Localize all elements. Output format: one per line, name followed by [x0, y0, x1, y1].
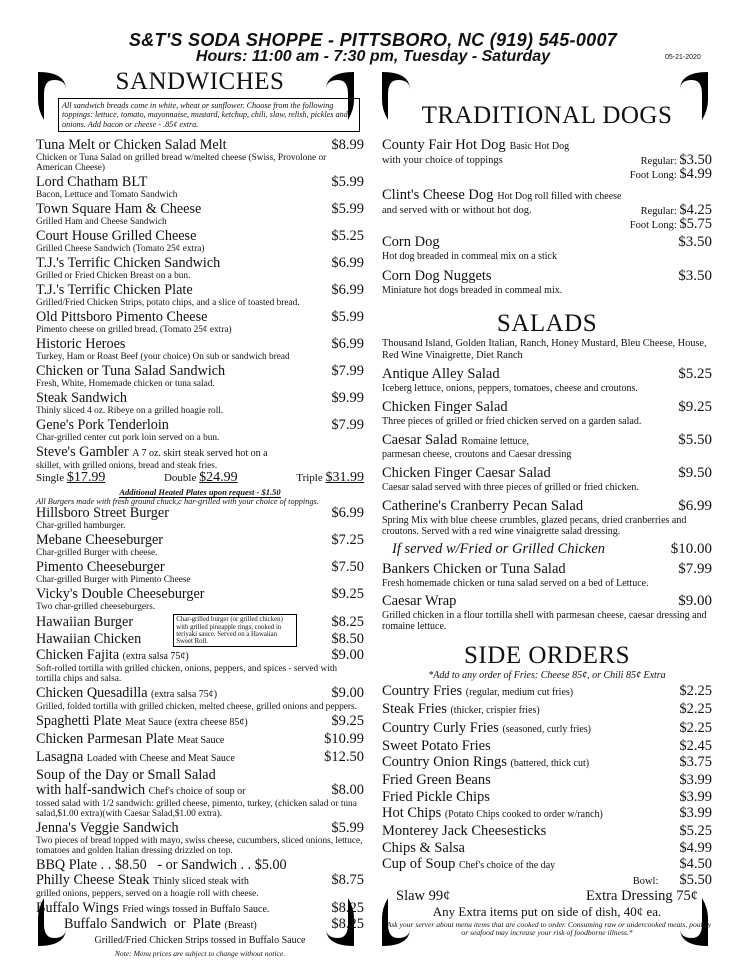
item-name: Catherine's Cranberry Pecan Salad: [382, 498, 584, 514]
burger-list: [36, 506, 364, 612]
item-price: $7.99: [331, 362, 364, 379]
item-note: A 7 oz. skirt steak served hot on a: [132, 447, 268, 459]
item-price: $5.25: [678, 366, 712, 382]
sandwiches-intro: All sandwich breads come in white, wheat or sunflower. Choose from the following toppings: lettuce, tomato, mayonnaise, mustard, ketchup, chili, slaw, relish, pickles and onions. Add bacon or cheese - .85¢ extra.: [58, 98, 360, 132]
menu-item-soup: Soup of the Day or Small Salad with half-sandwich Chef's choice of soup or $8.00 tossed salad with 1/2 sandwich: grilled cheese, pimento, turkey, (chicken salad or tuna salad,$1.00 extra)(with Caesar Salad,$1.00 extra).: [36, 766, 364, 819]
item-name: Spaghetti Plate: [36, 712, 122, 729]
item-price: $7.25: [331, 531, 364, 548]
item-price: $5.25: [679, 823, 712, 840]
item-desc: Caesar salad served with three pieces of grilled or fried chicken.: [382, 482, 639, 493]
item-desc: Fresh, White, Homemade chicken or tuna salad.: [36, 378, 215, 389]
item-desc: Chicken or Tuna Salad on grilled bread w/melted cheese (Swiss, Provolone or American Cheese): [36, 152, 327, 173]
item-price: $10.99: [324, 730, 364, 747]
menu-item: [36, 506, 364, 531]
item-price: $5.25: [331, 227, 364, 244]
menu-item: [382, 464, 712, 493]
price-note: Note: Menu prices are subject to change without notice.: [114, 948, 286, 958]
item-line: [36, 750, 364, 766]
item-price: $5.50: [678, 432, 712, 448]
item-name: Pimento Cheeseburger: [36, 558, 165, 575]
item-price: $8.99: [331, 136, 364, 153]
side-item: [382, 840, 712, 856]
item-line: [36, 391, 364, 406]
item-name: Hawaiian Burger: [36, 613, 134, 630]
triple-price: $31.99: [325, 469, 364, 485]
side-item: [382, 856, 712, 874]
entree-list: [36, 648, 364, 766]
item-price: $7.99: [331, 416, 364, 433]
item-desc: Pimento cheese on grilled bread. (Tomato 25¢ extra): [36, 324, 232, 335]
item-name: Steak Sandwich: [36, 389, 128, 406]
item-desc: Thinly sliced 4 oz. Ribeye on a grilled hoagie roll.: [36, 405, 224, 416]
item-desc: Grilled or Fried Chicken Breast on a bun.: [36, 270, 191, 281]
item-desc: Grilled, folded tortilla with grilled chicken, melted cheese, grilled onions and peppers.: [36, 701, 357, 712]
item-price: $4.99: [679, 839, 712, 856]
menu-item: [36, 732, 364, 748]
item-desc: Grilled Cheese Sandwich (Tomato 25¢ extra): [36, 243, 205, 254]
item-line: [36, 732, 364, 748]
item-price: $6.99: [678, 498, 712, 514]
menu-item-wrap: Caesar Wrap $9.00 Grilled chicken in a flour tortilla shell with parmesan cheese, caesar dressing and romaine lettuce.: [382, 593, 712, 632]
item-line: [382, 497, 712, 515]
item-price: $5.99: [331, 200, 364, 217]
item-desc: Char-grilled hamburger.: [36, 520, 126, 531]
menu-item: [36, 418, 364, 443]
item-desc: Char-grilled Burger with Pimento Cheese: [36, 574, 191, 585]
item-desc: parmesan cheese, croutons and Caesar dressing: [382, 449, 572, 460]
item-name: Antique Alley Salad: [382, 366, 500, 382]
item-name: Chicken Fajita: [36, 646, 120, 663]
single-label: Single: [36, 471, 65, 484]
item-line: [36, 337, 364, 352]
item-desc: Three pieces of grilled or fried chicken served on a garden salad.: [382, 416, 642, 427]
item-note: (extra salsa 75¢): [122, 650, 189, 662]
item-line: [36, 364, 364, 379]
item-price: $3.99: [679, 772, 712, 789]
item-name: Country Curly Fries: [382, 719, 499, 736]
item-name: Gene's Pork Tenderloin: [36, 416, 169, 433]
double-label: Double: [163, 471, 197, 484]
hawaiian-desc-box: Char-grilled burger (or grilled chicken) with grilled pineapple rings, cooked in teriyaki sauce. Served on a Hawaiian Sweet Roll.: [173, 614, 297, 647]
dogs-title: TRADITIONAL DOGS: [421, 102, 673, 129]
item-name: Chicken or Tuna Salad Sandwich: [36, 362, 226, 379]
item-line: [36, 418, 364, 433]
gambler-prices: [36, 471, 364, 485]
item-line: [382, 431, 712, 449]
menu-item: [36, 229, 364, 254]
item-name: Chicken Finger Caesar Salad: [382, 465, 551, 481]
item-name: Steak Fries: [382, 701, 447, 718]
item-note: Loaded with Cheese and Meat Sauce: [86, 752, 235, 764]
menu-item: [382, 431, 712, 460]
item-name: Chicken Finger Salad: [382, 399, 508, 415]
item-note: (regular, medium cut fries): [465, 687, 574, 698]
menu-item: [36, 202, 364, 227]
item-note: (battered, thick cut): [510, 758, 590, 770]
item-line: [36, 560, 364, 575]
item-price: $9.00: [331, 684, 364, 701]
item-price: $3.99: [679, 788, 712, 805]
item-name: Lasagna: [36, 748, 84, 765]
item-name: Lord Chatham BLT: [36, 173, 148, 190]
plates-note: Additional Heated Plates upon request - $1.50: [119, 486, 281, 497]
side-item: [382, 701, 712, 719]
menu-item: [36, 686, 364, 712]
item-price: $4.50: [679, 855, 712, 872]
item-note: (extra salsa 75¢): [151, 688, 218, 700]
item-line: [382, 464, 712, 482]
item-line: [36, 256, 364, 271]
item-price: $9.25: [331, 585, 364, 602]
item-price: $6.99: [331, 254, 364, 271]
item-name: Vicky's Double Cheeseburger: [36, 585, 205, 602]
buffalo-desc: Grilled/Fried Chicken Strips tossed in Buffalo Sauce: [94, 934, 306, 946]
menu-date: 05-21-2020: [665, 54, 701, 61]
menu-item-wings: Buffalo Wings Fried wings tossed in Buffalo Sauce. $8.25: [36, 899, 364, 916]
menu-item: [36, 310, 364, 335]
sides-title: SIDE ORDERS: [464, 642, 630, 669]
menu-item: [36, 256, 364, 281]
item-line: [36, 587, 364, 602]
item-line: [36, 175, 364, 190]
item-line: [36, 506, 364, 521]
item-name: Steve's Gambler: [36, 443, 129, 460]
item-name: T.J.'s Terrific Chicken Plate: [36, 281, 193, 298]
salads-title: SALADS: [496, 310, 598, 337]
menu-item: [36, 283, 364, 308]
item-note: (seasoned, curly fries): [502, 723, 592, 735]
item-note: Meat Sauce (extra cheese 85¢): [125, 716, 248, 728]
item-price: $9.25: [331, 712, 364, 729]
side-item: [382, 720, 712, 738]
item-price: $9.50: [678, 465, 712, 481]
item-name: Old Pittsboro Pimento Cheese: [36, 308, 208, 325]
sandwich-list: [36, 138, 364, 443]
item-desc: skillet, with grilled onions, bread and steak fries.: [36, 460, 218, 471]
shop-hours: Hours: 11:00 am - 7:30 pm, Tuesday - Saturday: [195, 48, 551, 65]
sandwiches-column: [36, 68, 364, 958]
sandwiches-title: SANDWICHES: [115, 68, 285, 95]
item-price: $8.25: [331, 613, 364, 630]
double-price: $24.99: [199, 469, 238, 485]
dressings-list: Thousand Island, Golden Italian, Ranch, Honey Mustard, Bleu Cheese, House, Red Wine Vinaigrette, Diet Ranch: [382, 338, 707, 361]
item-line: [36, 686, 364, 702]
item-name: Country Fries: [382, 683, 463, 699]
item-desc: Bacon, Lettuce and Tomato Sandwich: [36, 189, 178, 200]
side-item: [382, 823, 712, 839]
item-price: $2.25: [679, 701, 712, 718]
item-line: [36, 283, 364, 298]
bbq-line: BBQ Plate . . $8.50 - or Sandwich . . $5.00: [36, 856, 287, 873]
menu-item: [36, 391, 364, 416]
item-desc: Char-grilled Burger with cheese.: [36, 547, 158, 558]
item-desc: Turkey, Ham or Roast Beef (your choice) On sub or sandwich bread: [36, 351, 290, 362]
item-note: (Potato Chips cooked to order w/ranch): [444, 809, 603, 821]
item-note: Chef's choice of the day: [458, 859, 556, 871]
item-price: $2.25: [679, 683, 712, 699]
item-desc: Grilled Ham and Cheese Sandwich: [36, 216, 167, 227]
item-name: Historic Heroes: [36, 335, 126, 352]
item-price: $12.50: [324, 748, 364, 765]
menu-item: [36, 364, 364, 389]
item-name: Chicken Quesadilla: [36, 684, 148, 701]
sides-list: [382, 683, 712, 874]
triple-label: Triple: [296, 471, 323, 484]
side-item: [382, 789, 712, 805]
menu-item: [36, 750, 364, 766]
item-price: $6.99: [331, 281, 364, 298]
item-price: $2.25: [679, 719, 712, 736]
burger-note: All Burgers made with fresh ground chuck,c har-grilled with your choice of toppings.: [36, 496, 319, 506]
item-desc: Spring Mix with blue cheese crumbles, glazed pecans, dried cranberries and croutons. Served with a red wine vinaigrette salad dressing.: [382, 515, 687, 537]
side-item: [382, 683, 712, 701]
item-name: Town Square Ham & Cheese: [36, 200, 202, 217]
item-name: Fried Pickle Chips: [382, 788, 490, 805]
served-with-chicken: If served w/Fried or Grilled Chicken $10.00: [392, 541, 712, 557]
item-desc: Soft-rolled tortilla with grilled chicken, onions, peppers, and spices - served with tortilla chips and salsa.: [36, 663, 338, 684]
item-price: $9.00: [331, 646, 364, 663]
item-name: Caesar Salad: [382, 432, 458, 448]
item-name: Court House Grilled Cheese: [36, 227, 197, 244]
item-name: Tuna Melt or Chicken Salad Melt: [36, 136, 227, 153]
menu-item-buffalo: Buffalo Sandwich or Plate (Breast) $8.25: [64, 915, 364, 932]
item-note: Meat Sauce: [177, 734, 225, 746]
side-item: [382, 805, 712, 823]
item-line: [382, 398, 712, 416]
menu-item-bankers: Bankers Chicken or Tuna Salad $7.99 Fresh homemade chicken or tuna salad served on a bed of Lettuce.: [382, 561, 712, 589]
menu-item: [36, 445, 364, 485]
menu-item: [36, 648, 364, 684]
item-name: Cup of Soup: [382, 855, 456, 872]
item-name: Mebane Cheeseburger: [36, 531, 163, 548]
item-price: $6.99: [331, 335, 364, 352]
item-line: [36, 714, 364, 730]
item-name: Hawaiian Chicken: [36, 630, 142, 647]
menu-item: [36, 175, 364, 200]
item-desc: Iceberg lettuce, onions, peppers, tomatoes, cheese and croutons.: [382, 383, 638, 394]
item-note: (thicker, crispier fries): [450, 705, 540, 717]
single-price: $17.99: [66, 469, 106, 485]
menu-item-corndog: Corn Dog $3.50 Hot dog breaded in commeal mix on a stick: [382, 234, 712, 262]
item-name: Chicken Parmesan Plate: [36, 730, 174, 747]
item-line: [36, 229, 364, 244]
item-price: $8.50: [331, 630, 364, 647]
side-item: [382, 754, 712, 772]
item-desc: Grilled/Fried Chicken Strips, potato chips, and a slice of toasted bread.: [36, 297, 300, 308]
item-note: Romaine lettuce,: [461, 436, 530, 447]
item-name: Sweet Potato Fries: [382, 737, 491, 754]
item-line: [36, 202, 364, 217]
item-price: $2.45: [679, 737, 712, 754]
item-name: Hot Chips: [382, 805, 442, 822]
menu-item-philly: Philly Cheese Steak Thinly sliced steak with $8.75 grilled onions, peppers, served on a hoagie roll with cheese.: [36, 871, 364, 899]
menu-item: [382, 497, 712, 537]
menu-item: [36, 560, 364, 585]
item-name: Hillsboro Street Burger: [36, 504, 169, 521]
slaw-dressing-row: Slaw 99¢ Extra Dressing 75¢: [396, 888, 698, 905]
food-warning: *Ask your server about menu items that are cooked to order. Consuming raw or undercooked meats, poultry or seafood may increase your risk of foodborne illness.*: [382, 919, 712, 938]
menu-item: [36, 714, 364, 730]
extra-items-note: Any Extra items put on side of dish, 40¢ ea.: [432, 903, 662, 919]
item-price: $5.99: [331, 308, 364, 325]
right-column: [382, 68, 712, 938]
item-price: $5.99: [331, 173, 364, 190]
menu-item-county-fair: County Fair Hot Dog Basic Hot Dog with your choice of toppings Regular: $3.50 Foot Long: $4.99: [382, 137, 712, 182]
menu-item: [382, 398, 712, 427]
menu-item: [36, 337, 364, 362]
shop-title: S&T'S SODA SHOPPE - PITTSBORO, NC (919) 545-0007: [128, 30, 618, 50]
side-item: [382, 772, 712, 788]
item-line: [36, 533, 364, 548]
item-price: $7.50: [331, 558, 364, 575]
item-desc: Two char-grilled cheeseburgers.: [36, 601, 156, 612]
menu-item: [36, 533, 364, 558]
item-name: Fried Green Beans: [382, 772, 491, 789]
item-desc: Char-grilled center cut pork loin served on a bun.: [36, 432, 220, 443]
hawaiian-block: [36, 614, 364, 648]
item-name: Country Onion Rings: [382, 754, 507, 771]
item-line: [36, 648, 364, 664]
item-line: [382, 365, 712, 383]
item-name: Chips & Salsa: [382, 839, 465, 856]
side-item: [382, 738, 712, 754]
menu-item-veggie: Jenna's Veggie Sandwich $5.99 Two pieces of bread topped with mayo, swiss cheese, cucumbers, sliced onions, lettuce, tomatoes and golden Italian dressing drizzled on top.: [36, 819, 364, 856]
item-price: $3.75: [679, 754, 712, 771]
menu-item: [382, 365, 712, 394]
bowl-row: Bowl: $5.50: [632, 872, 712, 889]
salad-list: [382, 365, 712, 537]
item-name: Monterey Jack Cheesesticks: [382, 823, 547, 840]
item-name: T.J.'s Terrific Chicken Sandwich: [36, 254, 221, 271]
item-line: [36, 138, 364, 153]
item-price: $3.99: [679, 805, 712, 822]
menu-item: [36, 138, 364, 173]
item-price: $9.25: [678, 399, 712, 415]
menu-item-nuggets: Corn Dog Nuggets $3.50 Miniature hot dogs breaded in commeal mix.: [382, 268, 712, 296]
item-price: $6.99: [331, 504, 364, 521]
menu-item: [36, 587, 364, 612]
item-price: $9.99: [331, 389, 364, 406]
menu-item-clint: Clint's Cheese Dog Hot Dog roll filled with cheese and served with or without hot dog. Regular: $4.25 Foot Long: $5.75: [382, 187, 712, 232]
item-line: [36, 310, 364, 325]
sides-note: *Add to any order of Fries: Cheese 85¢, or Chili 85¢ Extra: [428, 670, 666, 681]
